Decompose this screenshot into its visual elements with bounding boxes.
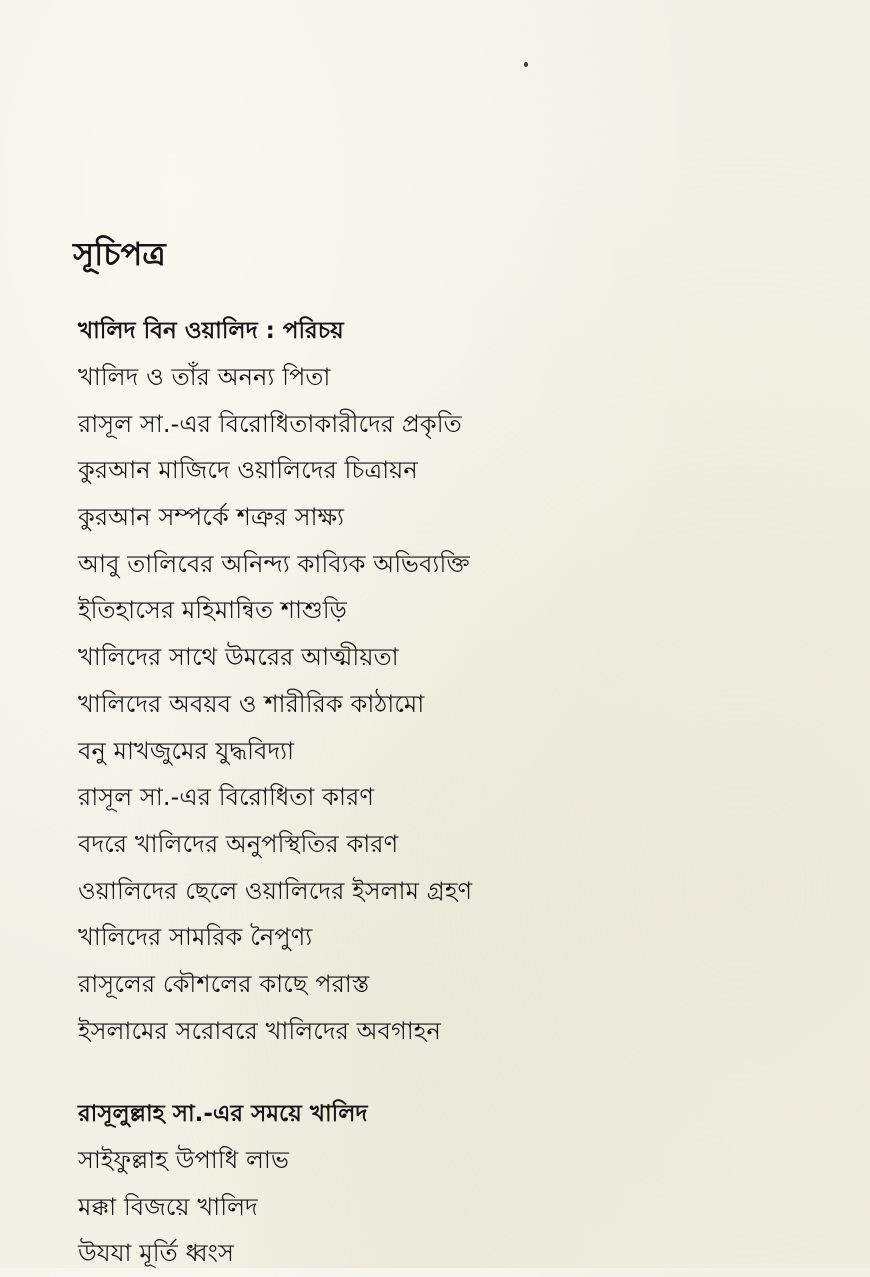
toc-entry: খালিদ ও তাঁর অনন্য পিতা: [78, 363, 331, 391]
page-title: সূচিপত্র: [73, 235, 166, 273]
toc-entry: ইতিহাসের মহিমান্বিত শাশুড়ি: [78, 596, 347, 625]
entry-list: [78, 354, 858, 1054]
toc-entry: বদরে খালিদের অনুপস্থিতির কারণ: [78, 829, 399, 858]
toc-entry: ওয়ালিদের ছেলে ওয়ালিদের ইসলাম গ্রহণ: [78, 876, 473, 905]
toc-entry: ইসলামের সরোবরে খালিদের অবগাহন: [78, 1016, 441, 1045]
section-heading: রাসূলুল্লাহ সা.-এর সময়ে খালিদ: [78, 1101, 368, 1127]
toc-entry: খালিদের অবয়ব ও শারীরিক কাঠামো: [78, 689, 425, 718]
toc-entry: বনু মাখজুমের যুদ্ধবিদ্যা: [78, 736, 295, 765]
toc-section-prophet-era: [78, 1091, 858, 1277]
toc-entry: মক্কা বিজয়ে খালিদ: [78, 1192, 258, 1221]
section-heading: খালিদ বিন ওয়ালিদ : পরিচয়: [78, 318, 344, 344]
toc-section-introduction: [78, 308, 858, 1054]
toc-entry: সাইফুল্লাহ উপাধি লাভ: [78, 1146, 289, 1174]
entry-list: [78, 1137, 858, 1277]
toc-entry: রাসূল সা.-এর বিরোধিতাকারীদের প্রকৃতি: [78, 409, 462, 438]
toc-entry: রাসূল সা.-এর বিরোধিতা কারণ: [78, 783, 374, 812]
toc-entry: কুরআন সম্পর্কে শত্রুর সাক্ষ্য: [78, 503, 345, 532]
toc-entry: কুরআন মাজিদে ওয়ালিদের চিত্রায়ন: [78, 456, 418, 485]
toc-entry: আবু তালিবের অনিন্দ্য কাব্যিক অভিব্যক্তি: [78, 549, 470, 578]
paper-speck: [524, 62, 528, 67]
toc-entry: খালিদের সামরিক নৈপুণ্য: [78, 923, 313, 952]
toc-entry: রাসূলের কৌশলের কাছে পরাস্ত: [78, 969, 370, 998]
toc-entry: উযযা মূর্তি ধ্বংস: [78, 1239, 234, 1268]
toc-entry: খালিদের সাথে উমরের আত্মীয়তা: [78, 643, 399, 672]
